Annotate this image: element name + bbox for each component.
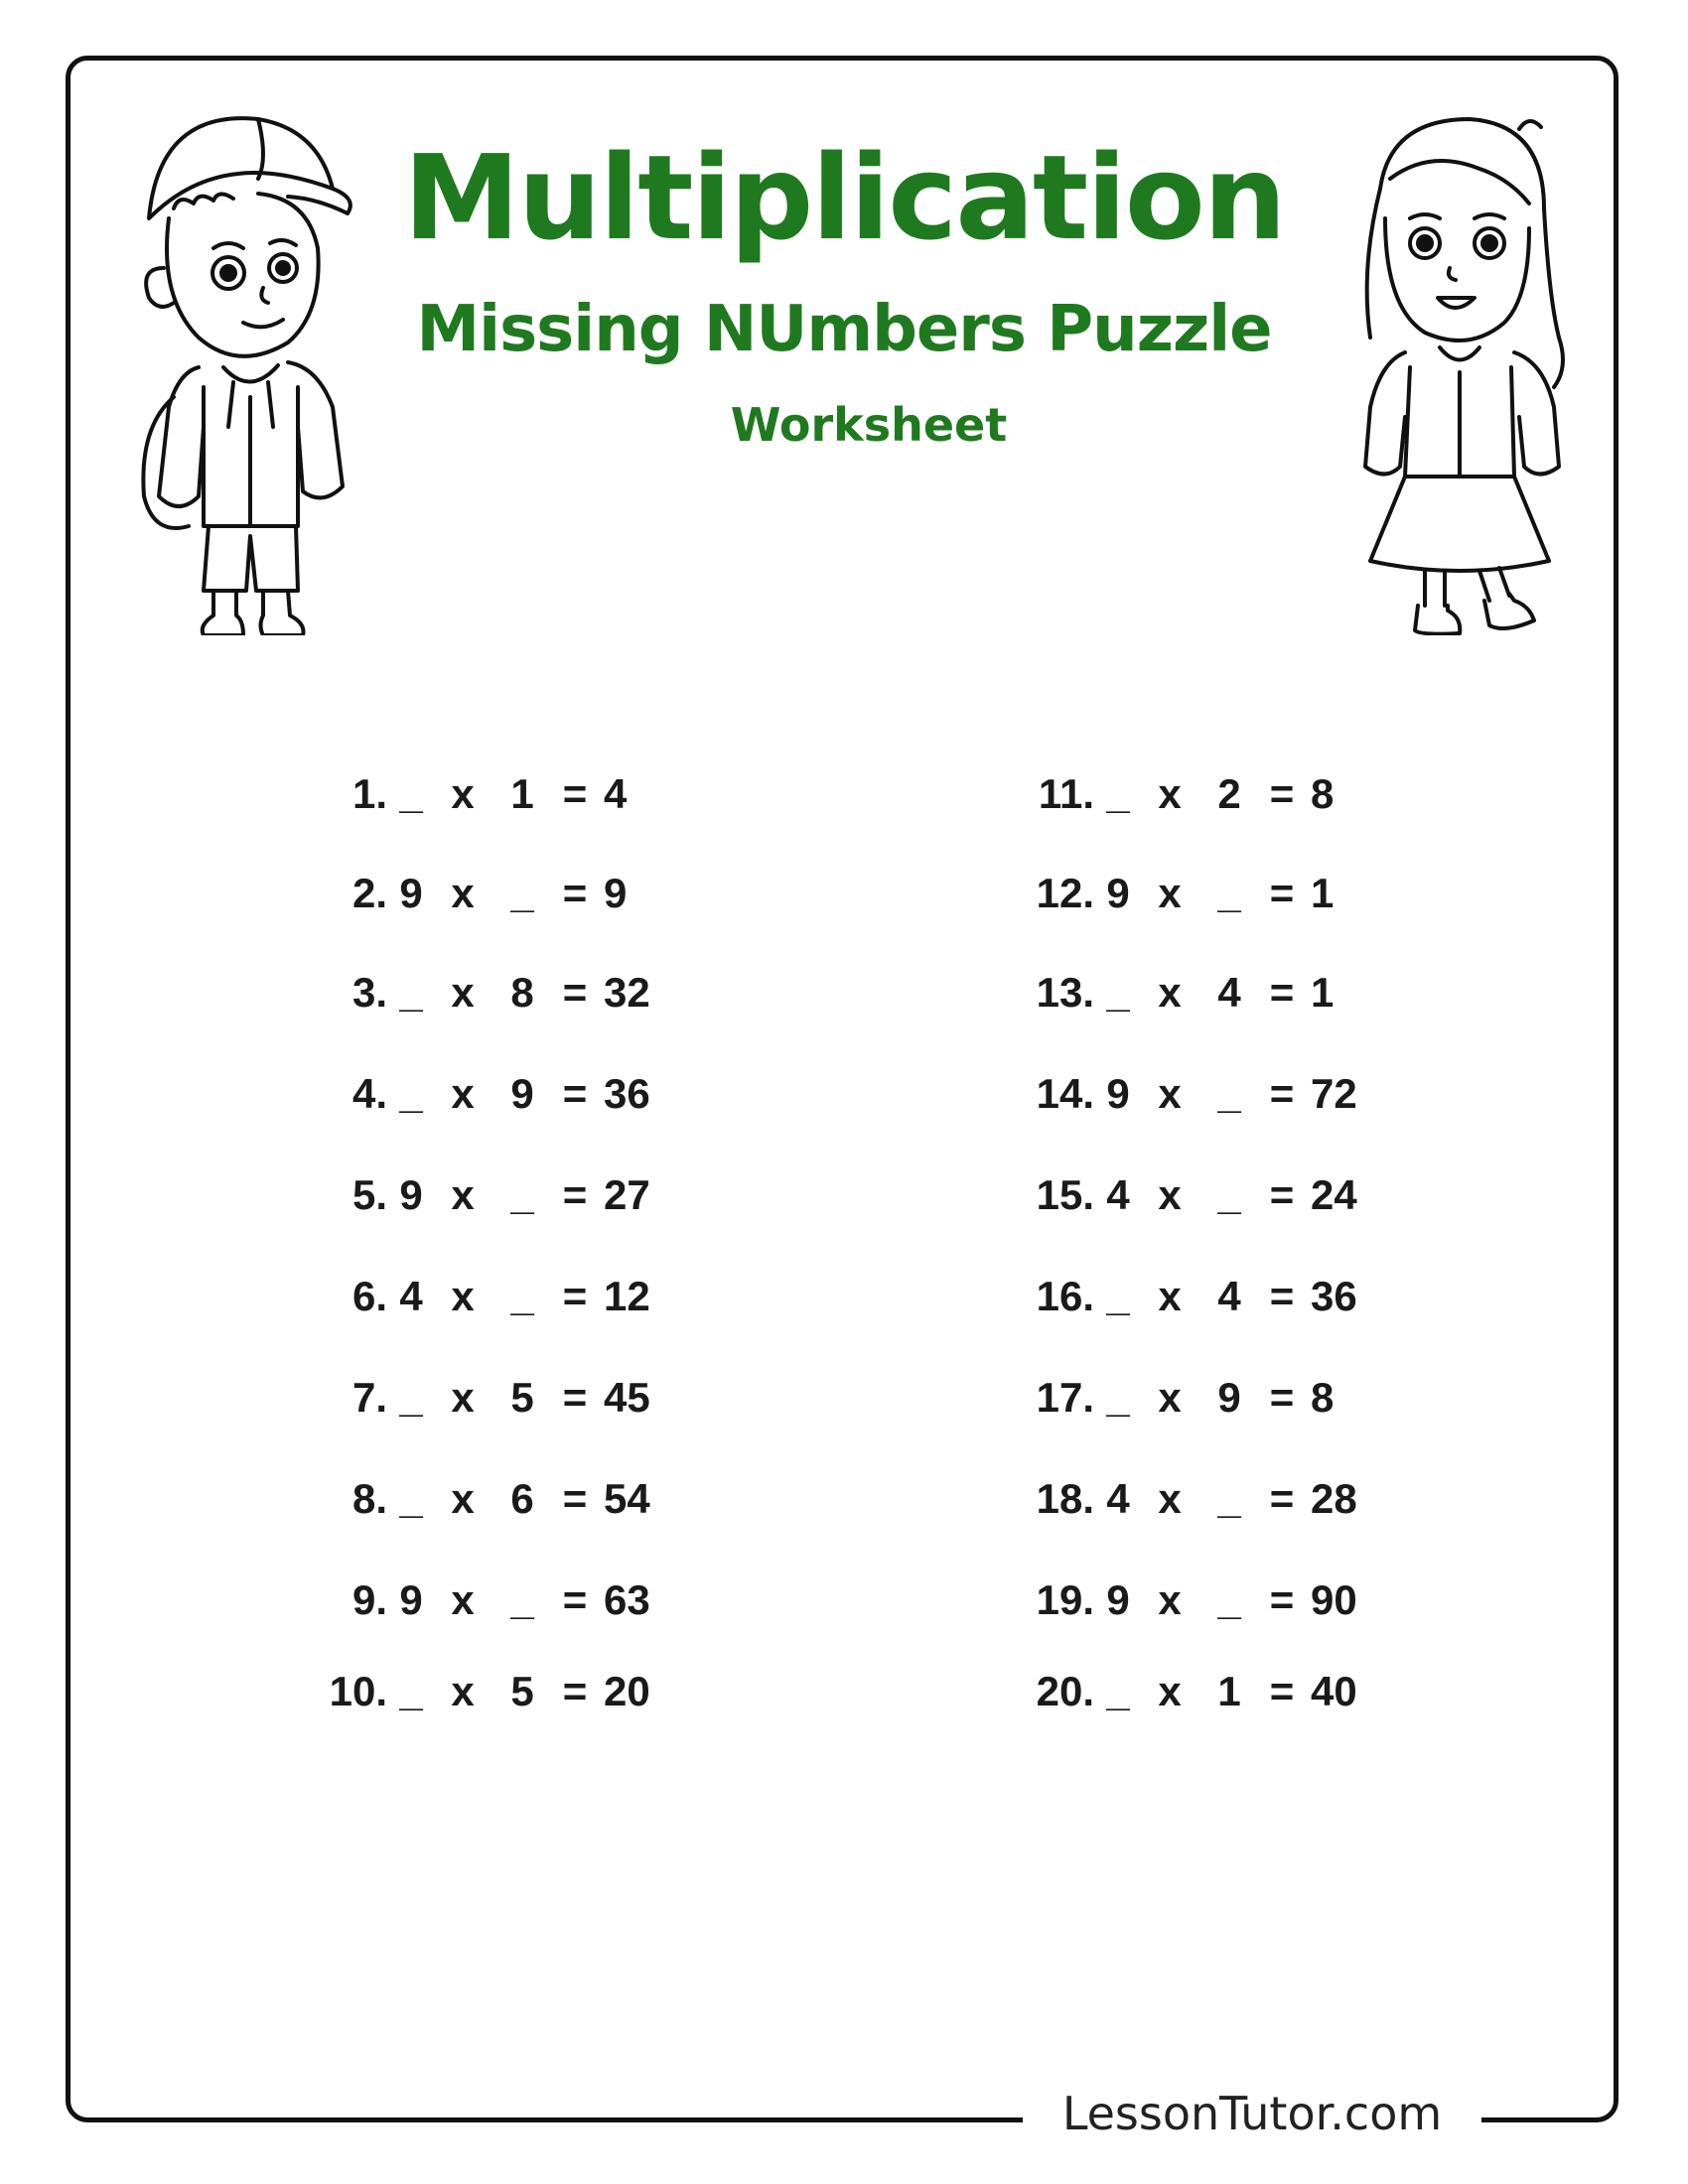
times-sign: x <box>451 1171 475 1218</box>
product: 1 <box>1311 870 1335 916</box>
times-sign: x <box>451 1374 475 1421</box>
product: 1 <box>1311 969 1335 1016</box>
factor-b: 2 <box>1217 770 1241 817</box>
problem-row <box>298 1267 814 1326</box>
factor-a: _ <box>1106 969 1130 1016</box>
problem-number: 6. <box>352 1273 387 1319</box>
problem-number: 16. <box>1036 1273 1094 1319</box>
times-sign: x <box>1158 1273 1182 1319</box>
factor-a: _ <box>399 1070 423 1117</box>
factor-b: 8 <box>510 969 534 1016</box>
factor-b: _ <box>1217 1070 1241 1117</box>
equals-sign: = <box>562 1668 588 1714</box>
equals-sign: = <box>562 1273 588 1319</box>
problem-number: 3. <box>352 969 387 1016</box>
factor-a: 4 <box>399 1273 423 1319</box>
times-sign: x <box>1158 969 1182 1016</box>
times-sign: x <box>451 1668 475 1714</box>
product: 32 <box>604 969 650 1016</box>
factor-b: _ <box>1217 1576 1241 1623</box>
equals-sign: = <box>562 870 588 916</box>
product: 27 <box>604 1171 650 1218</box>
equals-sign: = <box>1269 1475 1295 1522</box>
problem-number: 14. <box>1036 1070 1094 1117</box>
times-sign: x <box>451 870 475 916</box>
product: 90 <box>1311 1576 1357 1623</box>
problem-row <box>1005 764 1521 824</box>
problem-number: 11. <box>1038 770 1094 817</box>
equals-sign: = <box>1269 1070 1295 1117</box>
product: 72 <box>1311 1070 1357 1117</box>
problem-number: 20. <box>1036 1668 1094 1714</box>
problem-row <box>298 864 814 923</box>
times-sign: x <box>451 1475 475 1522</box>
times-sign: x <box>1158 770 1182 817</box>
factor-b: _ <box>1217 870 1241 916</box>
times-sign: x <box>1158 1070 1182 1117</box>
problem-number: 18. <box>1036 1475 1094 1522</box>
times-sign: x <box>451 770 475 817</box>
equals-sign: = <box>562 1171 588 1218</box>
problem-number: 5. <box>352 1171 387 1218</box>
times-sign: x <box>1158 1374 1182 1421</box>
times-sign: x <box>1158 870 1182 916</box>
equals-sign: = <box>562 1070 588 1117</box>
factor-b: _ <box>510 1576 534 1623</box>
equals-sign: = <box>562 1576 588 1623</box>
problem-number: 9. <box>352 1576 387 1623</box>
problem-row <box>298 1662 814 1721</box>
factor-b: 6 <box>510 1475 534 1522</box>
factor-a: 9 <box>399 1576 423 1623</box>
equals-sign: = <box>1269 1273 1295 1319</box>
factor-a: 4 <box>1106 1171 1130 1218</box>
product: 4 <box>604 770 628 817</box>
product: 36 <box>1311 1273 1357 1319</box>
equals-sign: = <box>1269 1668 1295 1714</box>
times-sign: x <box>451 969 475 1016</box>
problem-row <box>298 1368 814 1428</box>
equals-sign: = <box>562 1374 588 1421</box>
times-sign: x <box>451 1576 475 1623</box>
footer-brand: LessonTutor.com <box>1061 2087 1443 2140</box>
problem-number: 4. <box>352 1070 387 1117</box>
equals-sign: = <box>1269 969 1295 1016</box>
times-sign: x <box>1158 1668 1182 1714</box>
equals-sign: = <box>1269 870 1295 916</box>
product: 24 <box>1311 1171 1357 1218</box>
problem-row <box>1005 1165 1521 1225</box>
product: 63 <box>604 1576 650 1623</box>
factor-b: _ <box>510 1273 534 1319</box>
equals-sign: = <box>1269 1374 1295 1421</box>
factor-b: 9 <box>510 1070 534 1117</box>
factor-a: 9 <box>399 870 423 916</box>
product: 9 <box>604 870 628 916</box>
equals-sign: = <box>1269 770 1295 817</box>
factor-b: 4 <box>1217 969 1241 1016</box>
factor-b: _ <box>510 1171 534 1218</box>
worksheet-subtitle: Missing NUmbers Puzzle <box>416 293 1272 366</box>
product: 8 <box>1311 1374 1335 1421</box>
equals-sign: = <box>562 1475 588 1522</box>
product: 20 <box>604 1668 650 1714</box>
problem-row <box>1005 1570 1521 1630</box>
product: 8 <box>1311 770 1335 817</box>
times-sign: x <box>1158 1475 1182 1522</box>
problem-number: 1. <box>352 770 387 817</box>
times-sign: x <box>1158 1171 1182 1218</box>
problem-number: 17. <box>1036 1374 1094 1421</box>
problem-row <box>1005 1064 1521 1124</box>
factor-b: _ <box>510 870 534 916</box>
problem-row <box>298 1165 814 1225</box>
problem-row <box>298 1469 814 1529</box>
factor-a: 4 <box>1106 1475 1130 1522</box>
product: 45 <box>604 1374 650 1421</box>
problem-number: 2. <box>352 870 387 916</box>
factor-a: _ <box>399 969 423 1016</box>
product: 54 <box>604 1475 650 1522</box>
factor-a: 9 <box>399 1171 423 1218</box>
factor-a: _ <box>1106 1273 1130 1319</box>
factor-a: _ <box>399 1475 423 1522</box>
equals-sign: = <box>562 969 588 1016</box>
worksheet-label: Worksheet <box>730 398 1008 452</box>
problem-row <box>1005 864 1521 923</box>
problem-row <box>298 1570 814 1630</box>
problem-number: 7. <box>352 1374 387 1421</box>
factor-b: 4 <box>1217 1273 1241 1319</box>
factor-a: 9 <box>1106 870 1130 916</box>
factor-a: _ <box>399 1668 423 1714</box>
factor-a: 9 <box>1106 1070 1130 1117</box>
factor-a: 9 <box>1106 1576 1130 1623</box>
problem-number: 12. <box>1036 870 1094 916</box>
equals-sign: = <box>1269 1576 1295 1623</box>
problem-number: 19. <box>1036 1576 1094 1623</box>
product: 12 <box>604 1273 650 1319</box>
equals-sign: = <box>562 770 588 817</box>
times-sign: x <box>451 1070 475 1117</box>
problem-number: 8. <box>352 1475 387 1522</box>
problem-row <box>298 764 814 824</box>
factor-b: _ <box>1217 1171 1241 1218</box>
factor-a: _ <box>399 1374 423 1421</box>
factor-b: _ <box>1217 1475 1241 1522</box>
problem-row <box>1005 1267 1521 1326</box>
product: 36 <box>604 1070 650 1117</box>
factor-b: 1 <box>510 770 534 817</box>
problem-row <box>1005 963 1521 1023</box>
factor-a: _ <box>399 770 423 817</box>
product: 28 <box>1311 1475 1357 1522</box>
problem-row <box>1005 1368 1521 1428</box>
factor-b: 5 <box>510 1374 534 1421</box>
problem-row <box>298 1064 814 1124</box>
times-sign: x <box>1158 1576 1182 1623</box>
problem-row <box>298 963 814 1023</box>
problem-row <box>1005 1469 1521 1529</box>
problem-grid <box>0 764 1688 1757</box>
problem-row <box>1005 1662 1521 1721</box>
factor-b: 5 <box>510 1668 534 1714</box>
factor-a: _ <box>1106 1374 1130 1421</box>
factor-b: 1 <box>1217 1668 1241 1714</box>
equals-sign: = <box>1269 1171 1295 1218</box>
problem-number: 13. <box>1036 969 1094 1016</box>
product: 40 <box>1311 1668 1357 1714</box>
problem-number: 15. <box>1036 1171 1094 1218</box>
factor-a: _ <box>1106 1668 1130 1714</box>
factor-b: 9 <box>1217 1374 1241 1421</box>
problem-number: 10. <box>329 1668 387 1714</box>
factor-a: _ <box>1106 770 1130 817</box>
times-sign: x <box>451 1273 475 1319</box>
worksheet-title: Multiplication <box>403 129 1285 266</box>
